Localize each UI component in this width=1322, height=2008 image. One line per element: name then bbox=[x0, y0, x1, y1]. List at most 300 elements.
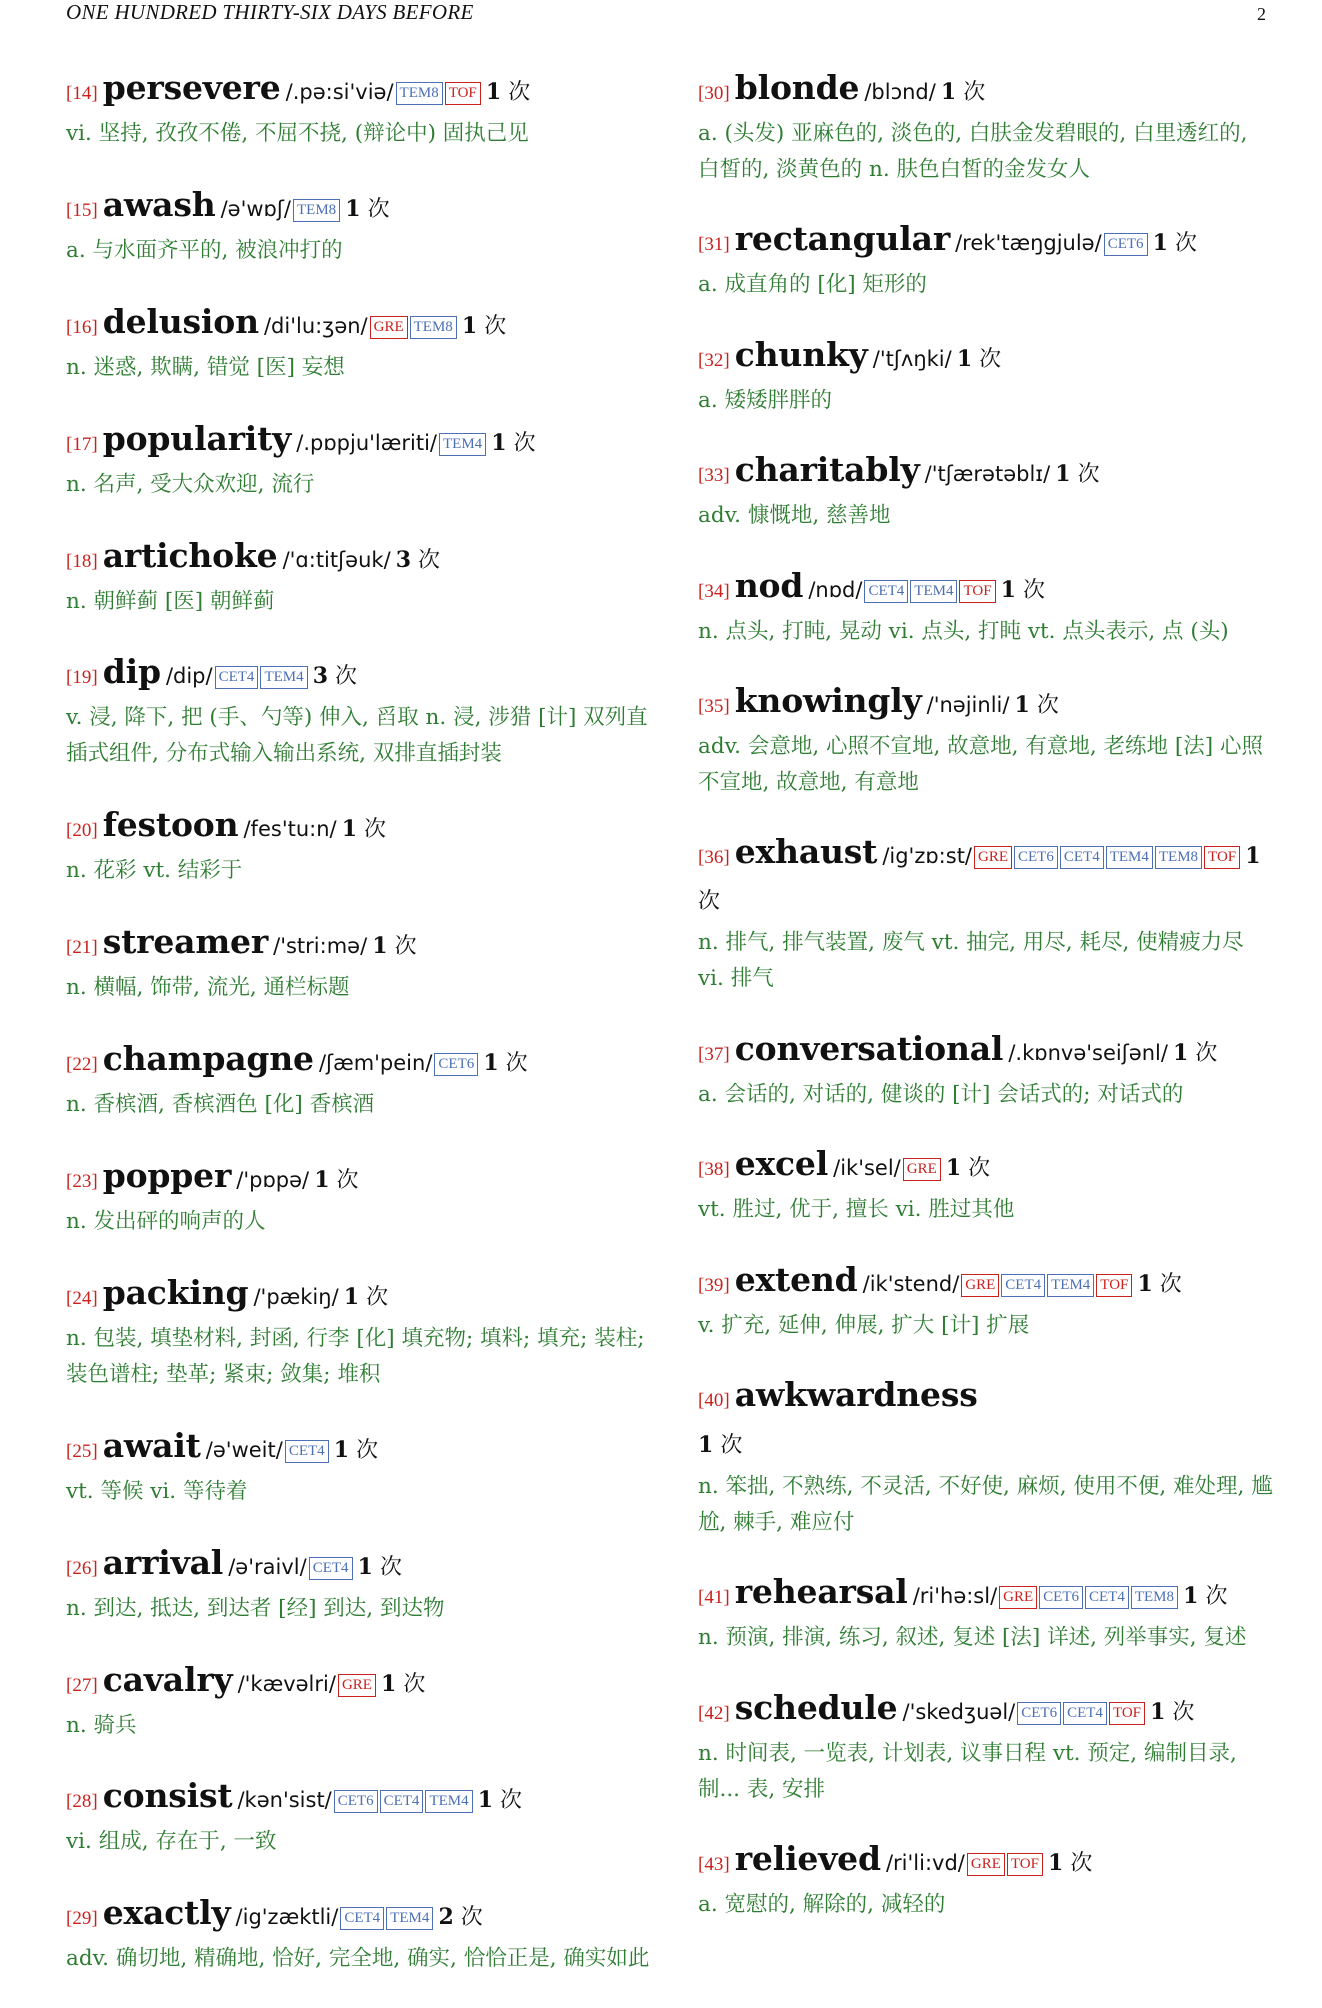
page-header bbox=[66, 0, 1266, 30]
vocab-entry bbox=[66, 1658, 656, 1744]
pronunciation: /dip/ bbox=[165, 664, 213, 689]
frequency-count bbox=[345, 197, 389, 222]
vocab-entry bbox=[66, 920, 656, 1006]
frequency-count bbox=[438, 1905, 482, 1930]
entry-headline bbox=[698, 1142, 1273, 1192]
frequency-number: 1 bbox=[381, 1670, 397, 1697]
frequency-count bbox=[486, 80, 530, 105]
definition: n. 朝鲜蓟 [医] 朝鲜蓟 bbox=[66, 588, 275, 614]
headword: festoon bbox=[102, 805, 239, 845]
entry-number: [20] bbox=[66, 820, 98, 842]
definition: n. 香槟酒, 香槟酒色 [化] 香槟酒 bbox=[66, 1092, 375, 1118]
pronunciation: /.kɒnvə'seiʃənl/ bbox=[1008, 1040, 1168, 1065]
frequency-unit: 次 bbox=[1070, 1851, 1093, 1877]
headword: awash bbox=[102, 184, 216, 224]
headword: knowingly bbox=[734, 680, 922, 720]
pronunciation: /ə'wɒʃ/ bbox=[220, 196, 291, 221]
frequency-number: 3 bbox=[312, 663, 329, 690]
headword: persevere bbox=[102, 68, 281, 107]
exam-tag: CET6 bbox=[1039, 1586, 1083, 1609]
frequency-number: 1 bbox=[357, 1553, 373, 1580]
frequency-number: 1 bbox=[1048, 1850, 1064, 1877]
vocab-entry bbox=[698, 679, 1273, 801]
entry-number: [30] bbox=[698, 83, 730, 104]
vocab-entry bbox=[66, 650, 656, 772]
frequency-unit: 次 bbox=[356, 1437, 379, 1463]
exam-tag: GRE bbox=[999, 1586, 1037, 1609]
entry-number: [25] bbox=[66, 1440, 98, 1462]
entry-number: [40] bbox=[698, 1389, 730, 1411]
pronunciation: /'nəjinli/ bbox=[926, 692, 1010, 717]
frequency-count bbox=[381, 1672, 425, 1697]
frequency-count bbox=[946, 1156, 990, 1181]
frequency-unit: 次 bbox=[968, 1156, 991, 1182]
page-number: 2 bbox=[1257, 4, 1266, 24]
vocab-entry bbox=[66, 803, 656, 889]
entry-number: [42] bbox=[698, 1702, 730, 1724]
entry-headline bbox=[698, 448, 1273, 498]
headword: consist bbox=[102, 1776, 233, 1816]
vocab-entry bbox=[698, 1258, 1273, 1344]
entry-headline bbox=[66, 803, 656, 853]
exam-tag: CET4 bbox=[285, 1440, 329, 1463]
entry-number: [21] bbox=[66, 937, 98, 959]
vocab-entry bbox=[698, 1837, 1273, 1923]
frequency-count bbox=[344, 1285, 388, 1310]
exam-tag: CET6 bbox=[434, 1053, 478, 1076]
vocab-entry bbox=[66, 534, 656, 620]
entry-headline bbox=[66, 920, 656, 970]
entry-headline bbox=[698, 1258, 1273, 1308]
frequency-unit: 次 bbox=[720, 1432, 743, 1458]
frequency-number: 1 bbox=[698, 1431, 714, 1458]
frequency-unit: 次 bbox=[698, 889, 721, 915]
frequency-number: 1 bbox=[1183, 1583, 1199, 1610]
frequency-number: 1 bbox=[314, 1167, 330, 1194]
headword: cavalry bbox=[102, 1659, 233, 1699]
entry-headline bbox=[66, 1774, 656, 1824]
entry-headline bbox=[66, 1037, 656, 1087]
definition: v. 扩充, 延伸, 伸展, 扩大 [计] 扩展 bbox=[698, 1312, 1030, 1338]
frequency-number: 1 bbox=[1150, 1698, 1166, 1725]
exam-tag: CET4 bbox=[309, 1557, 353, 1580]
frequency-number: 1 bbox=[1137, 1270, 1153, 1297]
pronunciation: /'tʃʌŋki/ bbox=[872, 346, 952, 371]
headword: awkwardness bbox=[734, 1374, 978, 1414]
exam-tag: TEM4 bbox=[260, 666, 307, 689]
vocab-entry bbox=[66, 1424, 656, 1510]
frequency-number: 1 bbox=[1152, 230, 1168, 257]
frequency-number: 1 bbox=[1173, 1039, 1189, 1066]
frequency-count bbox=[313, 664, 357, 689]
pronunciation: /ig'zɒ:st/ bbox=[882, 844, 973, 869]
frequency-unit: 次 bbox=[963, 80, 986, 105]
frequency-count bbox=[314, 1168, 358, 1193]
pronunciation: /nɒd/ bbox=[808, 577, 863, 602]
frequency-count bbox=[1183, 1584, 1227, 1609]
entry-number: [17] bbox=[66, 433, 98, 455]
exam-tag: TOF bbox=[1096, 1274, 1132, 1297]
frequency-number: 1 bbox=[343, 1283, 360, 1310]
exam-tag: TEM4 bbox=[1047, 1274, 1094, 1297]
pronunciation: /'kævəlri/ bbox=[237, 1671, 336, 1696]
left-column bbox=[66, 66, 656, 2008]
frequency-count bbox=[396, 548, 440, 573]
definition: adv. 会意地, 心照不宣地, 故意地, 有意地, 老练地 [法] 心照不宣地, 故意地, 有意地 bbox=[698, 733, 1263, 795]
pronunciation: /di'lu:ʒən/ bbox=[263, 313, 368, 338]
pronunciation: /.pɒpju'læriti/ bbox=[296, 430, 437, 455]
headword: champagne bbox=[102, 1039, 314, 1079]
frequency-unit: 次 bbox=[366, 1284, 389, 1310]
frequency-count bbox=[1173, 1041, 1217, 1066]
entry-number: [35] bbox=[698, 695, 730, 717]
frequency-unit: 次 bbox=[484, 313, 507, 339]
frequency-unit: 次 bbox=[979, 346, 1002, 372]
entry-headline bbox=[66, 1891, 656, 1941]
headword: schedule bbox=[734, 1687, 898, 1727]
exam-tag: CET6 bbox=[1017, 1702, 1061, 1725]
pronunciation: /ri'hə:sl/ bbox=[912, 1584, 998, 1609]
exam-tag: TEM8 bbox=[410, 316, 457, 339]
exam-tag: CET4 bbox=[340, 1907, 384, 1930]
frequency-count bbox=[462, 314, 506, 339]
definition: a. 会话的, 对话的, 健谈的 [计] 会话式的; 对话式的 bbox=[698, 1081, 1184, 1107]
headword: conversational bbox=[734, 1028, 1004, 1068]
definition: n. 时间表, 一览表, 计划表, 议事日程 vt. 预定, 编制目录, 制... 表, 安排 bbox=[698, 1740, 1237, 1802]
pronunciation: /'skedʒuəl/ bbox=[902, 1699, 1016, 1724]
exam-tag: GRE bbox=[967, 1853, 1005, 1876]
pronunciation: /'pɒpə/ bbox=[236, 1168, 310, 1193]
vocab-entry bbox=[698, 1570, 1273, 1656]
headword: chunky bbox=[734, 334, 868, 374]
definition: a. 成直角的 [化] 矩形的 bbox=[698, 272, 927, 298]
entry-headline bbox=[698, 1837, 1273, 1887]
headword: rehearsal bbox=[734, 1572, 908, 1612]
frequency-unit: 次 bbox=[335, 664, 358, 690]
frequency-count bbox=[358, 1555, 402, 1580]
vocab-entry bbox=[698, 333, 1273, 419]
frequency-unit: 次 bbox=[460, 1905, 483, 1931]
entry-number: [32] bbox=[698, 349, 730, 371]
vocab-entry bbox=[66, 1541, 656, 1627]
exam-tag: CET6 bbox=[1014, 846, 1058, 869]
exam-tag: CET4 bbox=[1060, 846, 1104, 869]
entry-number: [39] bbox=[698, 1274, 730, 1296]
vocab-entry bbox=[66, 300, 656, 386]
frequency-count bbox=[372, 934, 416, 959]
frequency-unit: 次 bbox=[1205, 1584, 1228, 1610]
vocab-entry bbox=[66, 1774, 656, 1860]
pronunciation: /ik'stend/ bbox=[862, 1271, 960, 1296]
definition: a. 与水面齐平的, 被浪冲打的 bbox=[66, 237, 343, 263]
exam-tag: CET4 bbox=[1063, 1702, 1107, 1725]
frequency-count bbox=[1150, 1700, 1194, 1725]
entry-number: [19] bbox=[66, 667, 98, 689]
entry-number: [34] bbox=[698, 580, 730, 602]
entry-number: [31] bbox=[698, 234, 730, 256]
frequency-count bbox=[334, 1438, 378, 1463]
frequency-count bbox=[957, 347, 1001, 372]
entry-headline bbox=[66, 1541, 656, 1591]
entry-number: [29] bbox=[66, 1908, 98, 1930]
vocab-entry bbox=[698, 1686, 1273, 1808]
frequency-number: 1 bbox=[372, 933, 388, 960]
definition: n. 笨拙, 不熟练, 不灵活, 不好使, 麻烦, 使用不便, 难处理, 尴尬, 棘手, 难应付 bbox=[698, 1473, 1273, 1535]
entry-headline bbox=[698, 66, 1273, 116]
pronunciation: /rek'tæŋgjulə/ bbox=[955, 231, 1102, 256]
definition: vt. 等候 vi. 等待着 bbox=[66, 1478, 248, 1504]
entry-number: [38] bbox=[698, 1159, 730, 1181]
definition: v. 浸, 降下, 把 (手、勺等) 伸入, 舀取 n. 浸, 涉猎 [计] 双列直插式组件, 分布式输入输出系统, 双排直插封装 bbox=[66, 705, 648, 767]
definition: n. 横幅, 饰带, 流光, 通栏标题 bbox=[66, 975, 350, 1001]
frequency-count bbox=[1001, 578, 1045, 603]
frequency-unit: 次 bbox=[1159, 1271, 1182, 1297]
definition: n. 发出砰的响声的人 bbox=[66, 1209, 266, 1235]
headword: rectangular bbox=[734, 219, 951, 259]
vocab-entry bbox=[66, 183, 656, 269]
frequency-number: 1 bbox=[485, 79, 502, 105]
frequency-unit: 次 bbox=[1174, 231, 1197, 257]
frequency-unit: 次 bbox=[500, 1788, 523, 1814]
frequency-number: 1 bbox=[1055, 461, 1071, 488]
frequency-unit: 次 bbox=[1036, 692, 1059, 718]
entry-number: [18] bbox=[66, 550, 98, 572]
entry-headline bbox=[66, 1658, 656, 1708]
definition: n. 预演, 排演, 练习, 叙述, 复述 [法] 详述, 列举事实, 复述 bbox=[698, 1625, 1247, 1651]
entry-headline bbox=[66, 300, 656, 350]
entry-headline bbox=[698, 679, 1273, 729]
frequency-unit: 次 bbox=[379, 1554, 402, 1580]
entry-headline bbox=[66, 650, 656, 700]
headword: excel bbox=[734, 1144, 829, 1184]
definition: n. 迷惑, 欺瞒, 错觉 [医] 妄想 bbox=[66, 354, 345, 380]
frequency-number: 1 bbox=[940, 79, 957, 105]
definition: vi. 坚持, 孜孜不倦, 不屈不挠, (辩论中) 固执己见 bbox=[66, 121, 529, 146]
vocab-entry bbox=[698, 217, 1273, 303]
entry-headline bbox=[698, 564, 1273, 614]
exam-tag: TOF bbox=[959, 580, 995, 603]
vocab-entry bbox=[66, 1154, 656, 1240]
pronunciation: /'pækiŋ/ bbox=[253, 1284, 339, 1309]
entry-number: [16] bbox=[66, 316, 98, 338]
entry-number: [24] bbox=[66, 1287, 98, 1309]
headword: artichoke bbox=[102, 535, 278, 575]
entry-number: [26] bbox=[66, 1557, 98, 1579]
headword: nod bbox=[734, 565, 804, 605]
headword: dip bbox=[102, 652, 161, 692]
vocab-entry bbox=[66, 66, 656, 152]
exam-tag: TEM4 bbox=[1106, 846, 1153, 869]
headword: await bbox=[102, 1425, 201, 1465]
vocab-entry bbox=[66, 417, 656, 503]
entry-headline bbox=[698, 1686, 1273, 1736]
headword: packing bbox=[102, 1272, 249, 1312]
pronunciation: /'stri:mə/ bbox=[273, 934, 368, 959]
frequency-unit: 次 bbox=[508, 80, 531, 105]
frequency-unit: 次 bbox=[336, 1168, 359, 1194]
pronunciation: /kən'sist/ bbox=[237, 1788, 332, 1813]
exam-tag: GRE bbox=[370, 316, 408, 339]
frequency-number: 3 bbox=[395, 546, 412, 573]
exam-tag: CET4 bbox=[864, 580, 908, 603]
entry-headline bbox=[698, 333, 1273, 383]
exam-tag: TEM8 bbox=[1155, 846, 1202, 869]
entry-headline bbox=[66, 534, 656, 584]
entry-number: [33] bbox=[698, 465, 730, 487]
pronunciation: /.pə:si'viə/ bbox=[285, 80, 394, 104]
frequency-number: 1 bbox=[1000, 576, 1016, 603]
frequency-count bbox=[1048, 1851, 1092, 1876]
vocab-entry bbox=[66, 1037, 656, 1123]
vocab-entry bbox=[66, 1891, 656, 1977]
exam-tag: GRE bbox=[961, 1274, 999, 1297]
exam-tag: TEM8 bbox=[1131, 1586, 1178, 1609]
entry-headline bbox=[66, 1424, 656, 1474]
vocab-entry bbox=[698, 66, 1273, 188]
definition: n. 包装, 填垫材料, 封函, 行李 [化] 填充物; 填料; 填充; 装柱; 装色谱柱; 垫革; 紧束; 敛集; 堆积 bbox=[66, 1325, 645, 1387]
headword: arrival bbox=[102, 1542, 224, 1582]
frequency-unit: 次 bbox=[418, 547, 441, 573]
frequency-number: 1 bbox=[341, 816, 357, 843]
entry-number: [43] bbox=[698, 1854, 730, 1876]
frequency-unit: 次 bbox=[367, 196, 390, 222]
headword: blonde bbox=[734, 68, 860, 107]
exam-tag: GRE bbox=[974, 846, 1012, 869]
frequency-unit: 次 bbox=[1172, 1699, 1195, 1725]
vocab-entry bbox=[698, 830, 1273, 997]
headword: relieved bbox=[734, 1839, 881, 1879]
exam-tag: TEM8 bbox=[396, 82, 443, 105]
entry-number: [27] bbox=[66, 1674, 98, 1696]
definition: n. 花彩 vt. 结彩于 bbox=[66, 858, 243, 884]
vocab-entry bbox=[698, 1027, 1273, 1113]
frequency-number: 1 bbox=[345, 195, 361, 222]
headword: delusion bbox=[102, 301, 259, 341]
exam-tag: TEM8 bbox=[293, 199, 340, 222]
entry-number: [36] bbox=[698, 847, 730, 869]
entry-headline bbox=[66, 1154, 656, 1204]
frequency-count bbox=[1153, 231, 1197, 256]
definition: a. 矮矮胖胖的 bbox=[698, 387, 832, 413]
entry-headline bbox=[698, 217, 1273, 267]
frequency-number: 1 bbox=[1245, 843, 1261, 870]
definition: vt. 胜过, 优于, 擅长 vi. 胜过其他 bbox=[698, 1197, 1015, 1223]
frequency-number: 1 bbox=[491, 429, 507, 456]
right-column bbox=[698, 66, 1273, 1952]
frequency-number: 2 bbox=[438, 1904, 454, 1931]
pronunciation: /'tʃærətəblɪ/ bbox=[924, 462, 1051, 487]
frequency-count bbox=[478, 1788, 522, 1813]
frequency-count bbox=[941, 80, 985, 105]
frequency-unit: 次 bbox=[403, 1671, 426, 1697]
vocab-entry bbox=[66, 1271, 656, 1393]
definition: a. (头发) 亚麻色的, 淡色的, 白肤金发碧眼的, 白里透红的, 白皙的, 淡黄色的 n. 肤色白皙的金发女人 bbox=[698, 121, 1248, 182]
entry-number: [14] bbox=[66, 83, 98, 104]
definition: n. 到达, 抵达, 到达者 [经] 到达, 到达物 bbox=[66, 1595, 445, 1621]
pronunciation: /ig'zæktli/ bbox=[235, 1905, 339, 1930]
entry-headline bbox=[698, 1027, 1273, 1077]
headword: charitably bbox=[734, 450, 920, 490]
headword: popularity bbox=[102, 418, 292, 458]
entry-headline bbox=[698, 1373, 1273, 1469]
frequency-count bbox=[698, 1433, 742, 1458]
exam-tag: TOF bbox=[445, 82, 481, 105]
exam-tag: TEM4 bbox=[386, 1907, 433, 1930]
frequency-number: 1 bbox=[956, 345, 973, 372]
entry-headline bbox=[66, 417, 656, 467]
frequency-count bbox=[491, 431, 535, 456]
frequency-number: 1 bbox=[461, 312, 478, 339]
entry-headline bbox=[66, 66, 656, 116]
exam-tag: TOF bbox=[1109, 1702, 1145, 1725]
vocab-entry bbox=[698, 564, 1273, 650]
exam-tag: CET4 bbox=[1001, 1274, 1045, 1297]
frequency-number: 1 bbox=[477, 1787, 494, 1814]
frequency-number: 1 bbox=[333, 1436, 350, 1463]
headword: exactly bbox=[102, 1893, 231, 1933]
exam-tag: CET4 bbox=[380, 1790, 424, 1813]
headword: extend bbox=[734, 1259, 858, 1299]
entry-headline bbox=[698, 830, 1273, 925]
frequency-number: 1 bbox=[1014, 691, 1030, 718]
entry-number: [15] bbox=[66, 199, 98, 221]
entry-number: [28] bbox=[66, 1791, 98, 1813]
vocab-entry bbox=[698, 448, 1273, 534]
frequency-count bbox=[1055, 462, 1099, 487]
definition: n. 骑兵 bbox=[66, 1712, 137, 1738]
headword: streamer bbox=[102, 922, 269, 962]
frequency-unit: 次 bbox=[1195, 1040, 1218, 1066]
exam-tag: TOF bbox=[1204, 846, 1240, 869]
definition: adv. 慷慨地, 慈善地 bbox=[698, 503, 891, 529]
exam-tag: CET4 bbox=[1085, 1586, 1129, 1609]
definition: n. 名声, 受大众欢迎, 流行 bbox=[66, 471, 315, 497]
entry-headline bbox=[66, 1271, 656, 1321]
pronunciation: /fes'tu:n/ bbox=[243, 817, 337, 842]
frequency-count bbox=[483, 1051, 527, 1076]
pronunciation: /ə'weit/ bbox=[205, 1437, 283, 1462]
entry-number: [37] bbox=[698, 1043, 730, 1065]
vocab-entry bbox=[698, 1373, 1273, 1541]
definition: n. 排气, 排气装置, 废气 vt. 抽完, 用尽, 耗尽, 使精疲力尽 vi. 排气 bbox=[698, 930, 1244, 992]
definition: adv. 确切地, 精确地, 恰好, 完全地, 确实, 恰恰正是, 确实如此 bbox=[66, 1946, 650, 1972]
pronunciation: /blɔnd/ bbox=[864, 80, 936, 104]
frequency-count bbox=[342, 817, 386, 842]
definition: n. 点头, 打盹, 晃动 vi. 点头, 打盹 vt. 点头表示, 点 (头) bbox=[698, 618, 1229, 644]
entry-number: [41] bbox=[698, 1587, 730, 1609]
frequency-unit: 次 bbox=[1077, 462, 1100, 488]
frequency-number: 1 bbox=[945, 1155, 962, 1182]
headword: popper bbox=[102, 1156, 232, 1196]
frequency-unit: 次 bbox=[513, 430, 536, 456]
exam-tag: CET6 bbox=[334, 1790, 378, 1813]
exam-tag: TEM4 bbox=[425, 1790, 472, 1813]
definition: vi. 组成, 存在于, 一致 bbox=[66, 1829, 277, 1855]
entry-number: [23] bbox=[66, 1171, 98, 1193]
frequency-unit: 次 bbox=[1022, 577, 1045, 603]
entry-number: [22] bbox=[66, 1054, 98, 1076]
entry-headline bbox=[66, 183, 656, 233]
exam-tag: TOF bbox=[1007, 1853, 1043, 1876]
pronunciation: /ik'sel/ bbox=[833, 1156, 901, 1181]
exam-tag: TEM4 bbox=[910, 580, 957, 603]
exam-tag: CET4 bbox=[215, 666, 259, 689]
headword: exhaust bbox=[734, 832, 878, 872]
frequency-number: 1 bbox=[483, 1050, 499, 1077]
frequency-unit: 次 bbox=[394, 934, 417, 960]
exam-tag: GRE bbox=[903, 1158, 941, 1181]
frequency-unit: 次 bbox=[505, 1051, 528, 1077]
